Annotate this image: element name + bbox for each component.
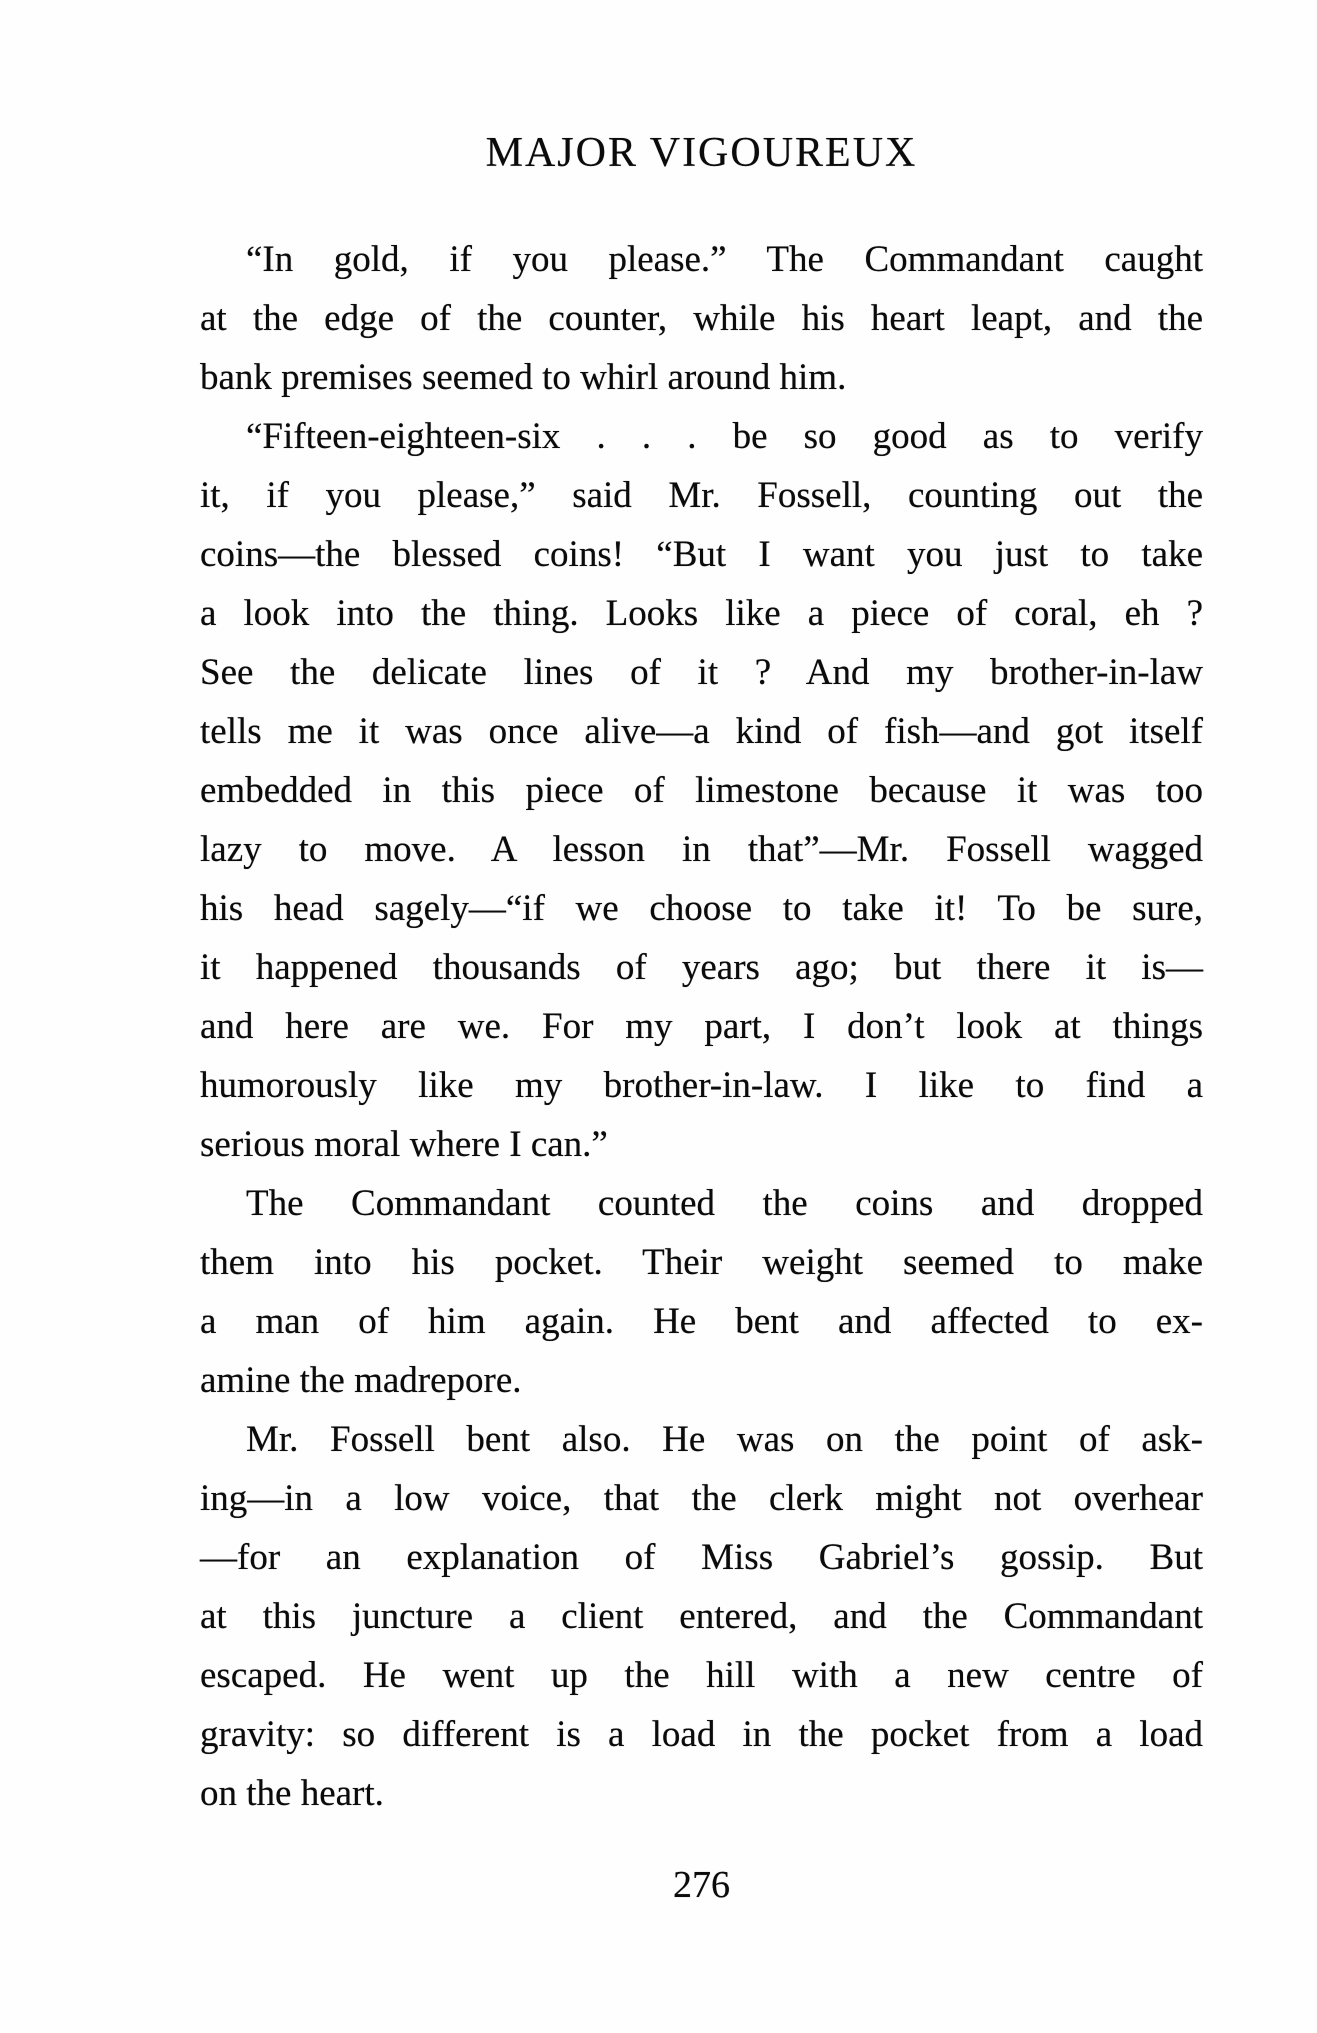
text-line: serious moral where I can.” — [200, 1124, 608, 1165]
text-line: “In gold, if you please.” The Commandant caught — [246, 239, 1203, 280]
page-text — [200, 230, 1203, 1823]
text-line: a man of him again. He bent and affected to ex- — [200, 1301, 1203, 1342]
text-line: them into his pocket. Their weight seemed to make — [200, 1242, 1203, 1283]
text-line: a look into the thing. Looks like a piece of coral, eh ? — [200, 593, 1203, 634]
text-line: tells me it was once alive—a kind of fish—and got itself — [200, 711, 1203, 752]
text-line: gravity: so different is a load in the pocket from a load — [200, 1714, 1203, 1755]
text-line: ing—in a low voice, that the clerk might not overhear — [200, 1478, 1203, 1519]
text-line: —for an explanation of Miss Gabriel’s gossip. But — [200, 1537, 1203, 1578]
text-line: it happened thousands of years ago; but there it is— — [200, 947, 1203, 988]
text-line: on the heart. — [200, 1773, 384, 1814]
text-line: his head sagely—“if we choose to take it! To be sure, — [200, 888, 1203, 929]
text-line: The Commandant counted the coins and dropped — [246, 1183, 1203, 1224]
text-line: escaped. He went up the hill with a new centre of — [200, 1655, 1203, 1696]
text-line: embedded in this piece of limestone because it was too — [200, 770, 1203, 811]
text-line: See the delicate lines of it ? And my brother-in-law — [200, 652, 1203, 693]
text-line: at the edge of the counter, while his heart leapt, and the — [200, 298, 1203, 339]
text-line: coins—the blessed coins! “But I want you just to take — [200, 534, 1203, 575]
page-number: 276 — [673, 1864, 730, 1906]
text-line: amine the madrepore. — [200, 1360, 522, 1401]
text-line: humorously like my brother-in-law. I like to find a — [200, 1065, 1203, 1106]
text-line: at this juncture a client entered, and the Commandant — [200, 1596, 1203, 1637]
text-line: it, if you please,” said Mr. Fossell, counting out the — [200, 475, 1203, 516]
text-line: Mr. Fossell bent also. He was on the point of ask- — [246, 1419, 1203, 1460]
text-line: bank premises seemed to whirl around him. — [200, 357, 847, 398]
text-line: and here are we. For my part, I don’t look at things — [200, 1006, 1203, 1047]
text-line: “Fifteen-eighteen-six . . . be so good as to verify — [246, 416, 1203, 457]
page-title: MAJOR VIGOUREUX — [485, 130, 918, 176]
text-line: lazy to move. A lesson in that”—Mr. Fossell wagged — [200, 829, 1203, 870]
